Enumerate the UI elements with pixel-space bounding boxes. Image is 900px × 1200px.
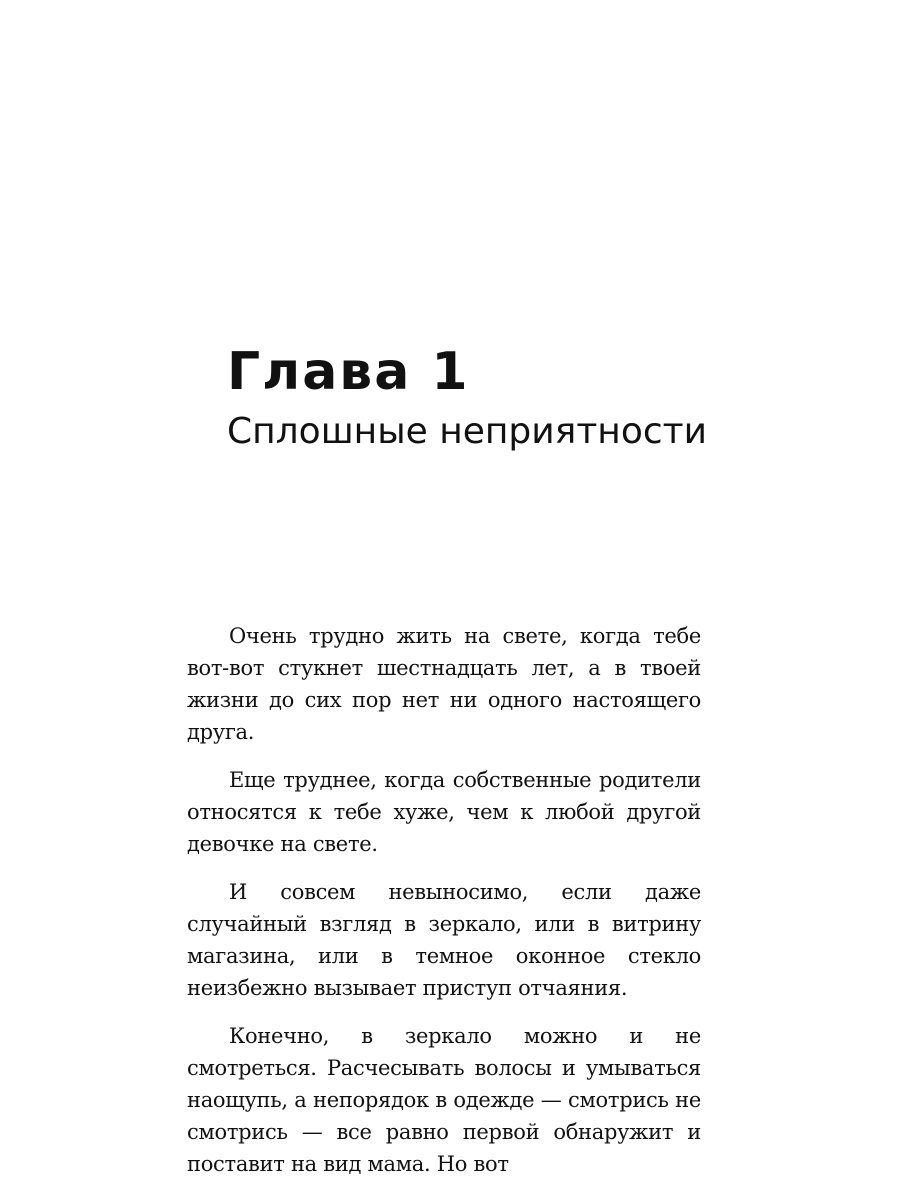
paragraph: Очень трудно жить на свете, когда тебе вот-вот стукнет шестнадцать лет, а в твоей жизни до сих пор нет ни одного настоящего друга. xyxy=(187,624,701,744)
paragraph: И совсем невыносимо, если даже случайный взгляд в зеркало, или в витрину магазина, или в темное оконное стекло неизбежно вызывает приступ отчаяния. xyxy=(187,880,701,1000)
chapter-title: Сплошные неприятности xyxy=(227,411,708,452)
chapter-heading xyxy=(227,340,827,460)
chapter-number: Глава 1 xyxy=(227,342,470,402)
body-text xyxy=(187,620,701,1196)
paragraph: Конечно, в зеркало можно и не смотреться. Расчесывать волосы и умываться наощупь, а непорядок в одежде — смотрись не смотрись — все равно первой обнаружит и поставит на вид мама. Но вот xyxy=(187,1024,701,1176)
paragraph: Еще труднее, когда собственные родители относятся к тебе хуже, чем к любой другой девочке на свете. xyxy=(187,768,701,856)
